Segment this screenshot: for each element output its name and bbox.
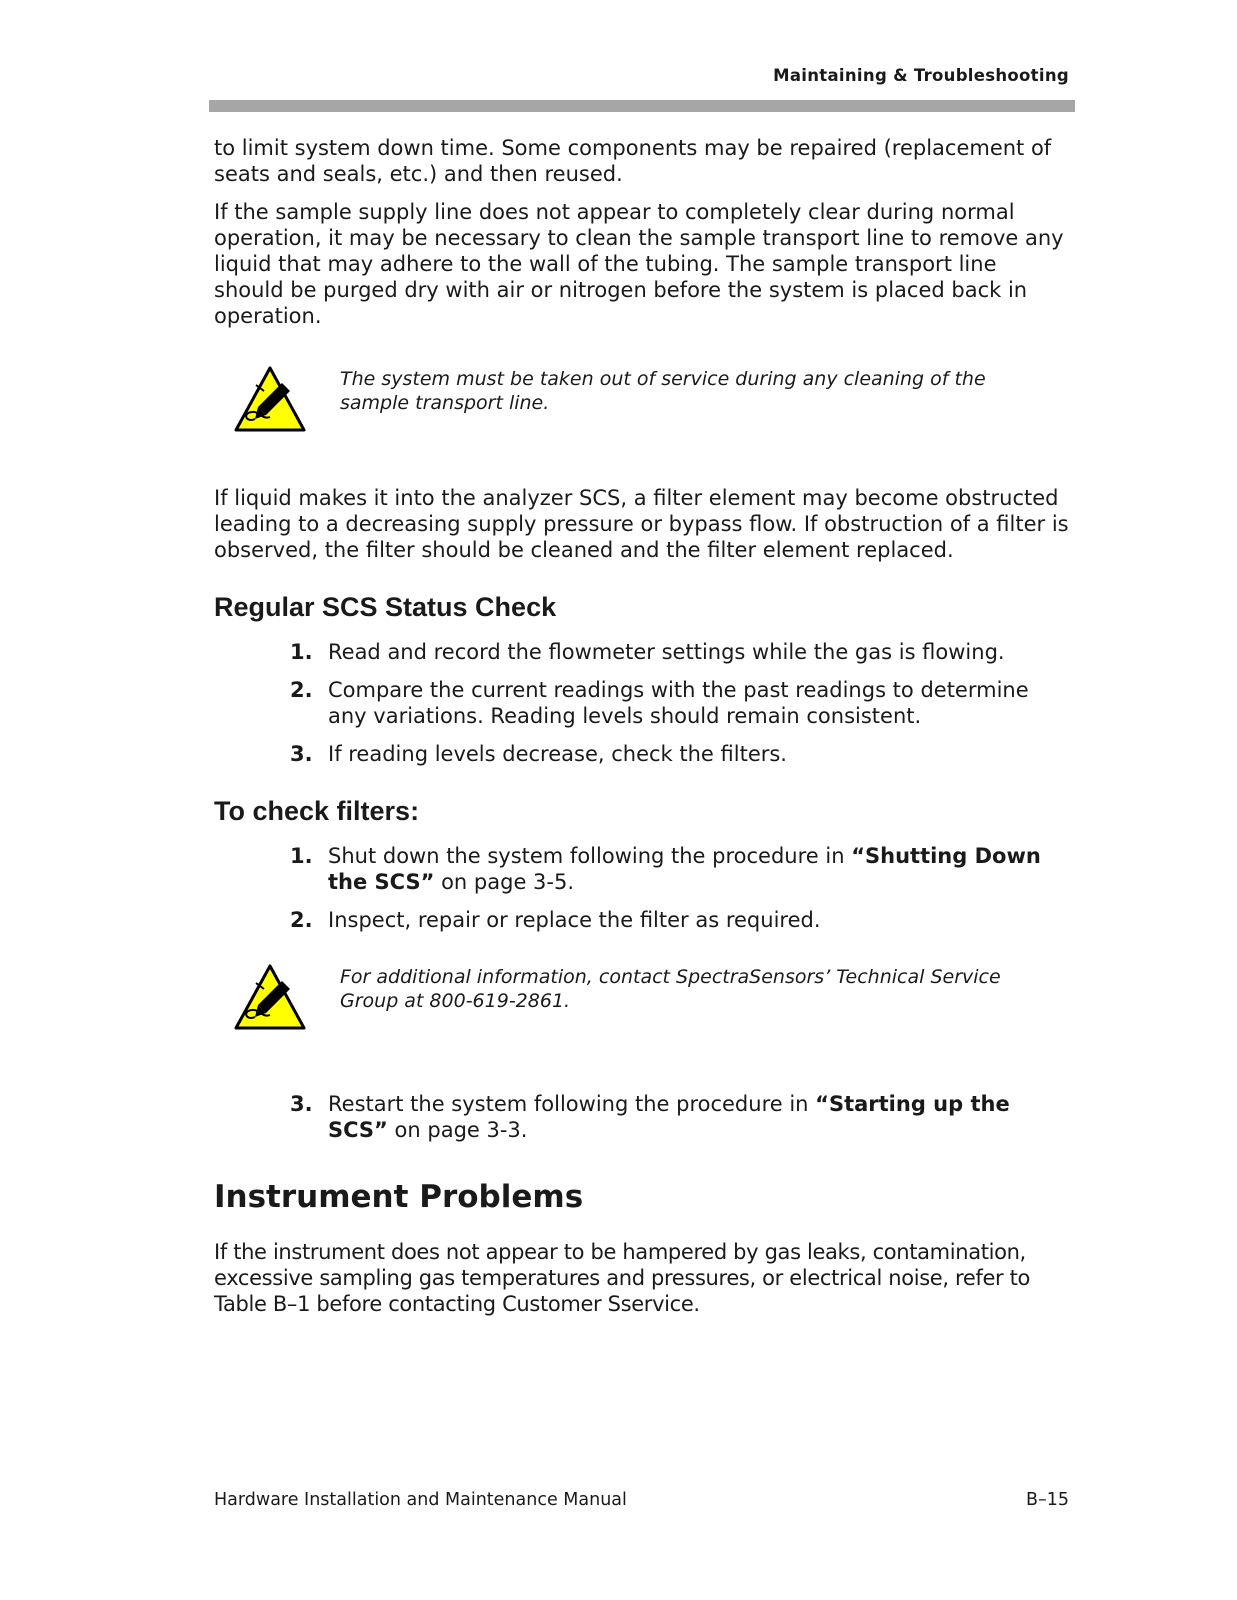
list-item (214, 1091, 1070, 1143)
intro-paragraph-2: If the sample supply line does not appear to completely clear during normal operation, it may be necessary to clean the sample transport line to remove any liquid that may adhere to the wall of the tubing. The sample transport line should be purged dry with air or nitrogen before the system is placed back in operation. (214, 200, 1064, 328)
running-header: Maintaining & Troubleshooting (773, 66, 1069, 85)
step-text: Inspect, repair or replace the filter as required. (328, 908, 821, 932)
step-number: 1. (290, 640, 313, 664)
note-box (214, 363, 1070, 455)
step-text: Restart the system following the procedure in (328, 1092, 816, 1116)
liquid-paragraph: If liquid makes it into the analyzer SCS, a filter element may become obstructed leading to a decreasing supply pressure or bypass flow. If obstruction of a filter is observed, the filter should be cleaned and the filter element replaced. (214, 486, 1069, 562)
page-content (214, 135, 1070, 1317)
footer-manual-title: Hardware Installation and Maintenance Manual (214, 1490, 627, 1510)
instrument-problems-heading: Instrument Problems (214, 1179, 584, 1215)
header-rule (209, 100, 1075, 112)
step-text: Read and record the flowmeter settings while the gas is flowing. (328, 640, 1005, 664)
list-item (214, 677, 1070, 729)
footer-page-number: B–15 (1025, 1490, 1069, 1510)
cross-reference-link[interactable]: “Starting up the SCS” (328, 1092, 1010, 1142)
list-item (214, 741, 1070, 767)
note-box (214, 961, 1070, 1053)
check-filters-steps (214, 843, 1070, 933)
step-text: Compare the current readings with the past readings to determine any variations. Reading levels should remain consistent. (328, 678, 1029, 728)
check-filters-heading: To check filters: (214, 796, 420, 826)
step-number: 2. (290, 678, 313, 702)
check-filters-steps-continued (214, 1091, 1070, 1143)
note-text: The system must be taken out of service during any cleaning of the sample transport line. (340, 368, 986, 414)
note-pencil-icon (234, 365, 306, 433)
note-text: For additional information, contact SpectraSensors’ Technical Service Group at 800-619-2861. (340, 966, 1001, 1012)
list-item (214, 843, 1070, 895)
status-check-steps (214, 639, 1070, 767)
step-number: 3. (290, 742, 313, 766)
step-text: If reading levels decrease, check the filters. (328, 742, 787, 766)
step-text: Shut down the system following the procedure in (328, 844, 852, 868)
step-number: 3. (290, 1092, 313, 1116)
intro-paragraph-1: to limit system down time. Some components may be repaired (replacement of seats and seals, etc.) and then reused. (214, 136, 1052, 186)
step-number: 1. (290, 844, 313, 868)
list-item (214, 639, 1070, 665)
list-item (214, 907, 1070, 933)
step-text: on page 3-5. (434, 870, 575, 894)
instrument-paragraph: If the instrument does not appear to be hampered by gas leaks, contamination, excessive sampling gas temperatures and pressures, or electrical noise, refer to Table B–1 before contacting Customer Sservice. (214, 1240, 1031, 1316)
step-text: on page 3-3. (387, 1118, 528, 1142)
cross-reference-link[interactable]: “Shutting Down the SCS” (328, 844, 1041, 894)
status-check-heading: Regular SCS Status Check (214, 592, 557, 622)
note-pencil-icon (234, 963, 306, 1031)
step-number: 2. (290, 908, 313, 932)
